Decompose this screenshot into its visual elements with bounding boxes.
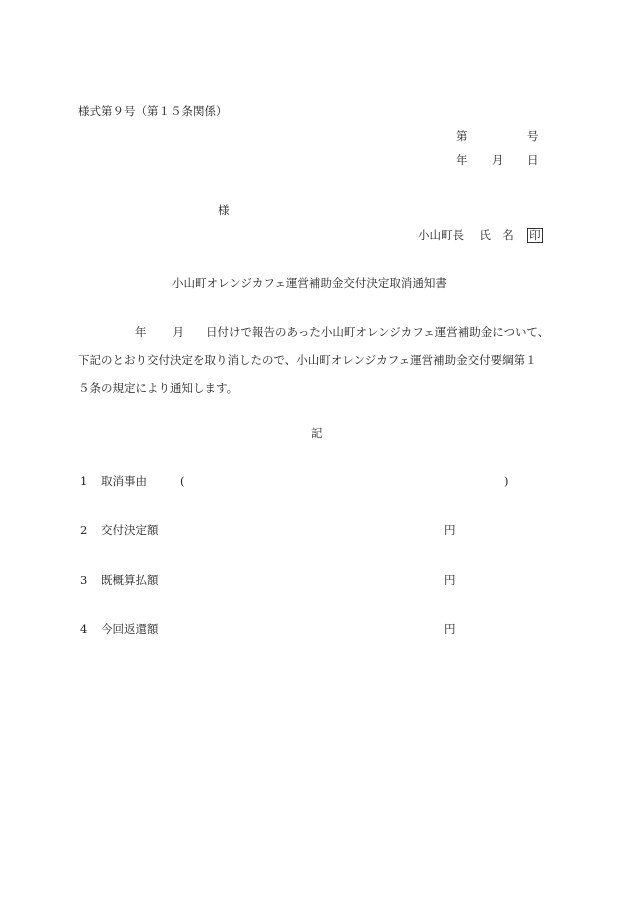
body-date-month: 月 <box>172 325 184 339</box>
body-paragraph <box>78 318 558 402</box>
document-number-prefix: 第 <box>456 129 468 143</box>
item-4-number: 4 <box>80 622 88 636</box>
item-3-label: 既概算払額 <box>101 573 159 587</box>
body-date-year: 年 <box>135 325 147 339</box>
sender-title: 小山町長 <box>418 228 464 242</box>
item-2-number: 2 <box>80 523 88 537</box>
item-1-label: 取消事由 <box>101 474 147 488</box>
document-title: 小山町オレンジカフェ運営補助金交付決定取消通知書 <box>172 276 447 290</box>
date-year-label: 年 <box>456 153 468 167</box>
body-line-1 <box>78 318 558 346</box>
sender-name-label: 氏 名 <box>479 228 514 242</box>
sender-line <box>418 228 543 243</box>
date-day-label: 日 <box>527 153 539 167</box>
item-2-unit: 円 <box>444 523 456 537</box>
seal-mark: 印 <box>529 228 541 242</box>
form-label: 様式第９号（第１５条関係） <box>78 104 228 118</box>
item-1-open-paren: ( <box>180 474 185 488</box>
item-1-close-paren: ) <box>504 474 509 488</box>
item-3-number: 3 <box>80 573 88 587</box>
addressee-suffix: 様 <box>218 203 230 217</box>
body-line-2: 下記のとおり交付決定を取り消したので、小山町オレンジカフェ運営補助金交付要綱第１ <box>78 353 537 367</box>
document-number-suffix: 号 <box>527 129 539 143</box>
body-line-1-text: 日付けで報告のあった小山町オレンジカフェ運営補助金について、 <box>206 325 550 339</box>
item-3-unit: 円 <box>444 573 456 587</box>
date-month-label: 月 <box>492 153 504 167</box>
item-1-number: 1 <box>80 474 88 488</box>
body-line-3: ５条の規定により通知します。 <box>78 381 239 395</box>
item-2-label: 交付決定額 <box>101 523 159 537</box>
item-4-label: 今回返還額 <box>101 622 159 636</box>
note-heading: 記 <box>311 426 323 440</box>
item-4-unit: 円 <box>444 622 456 636</box>
